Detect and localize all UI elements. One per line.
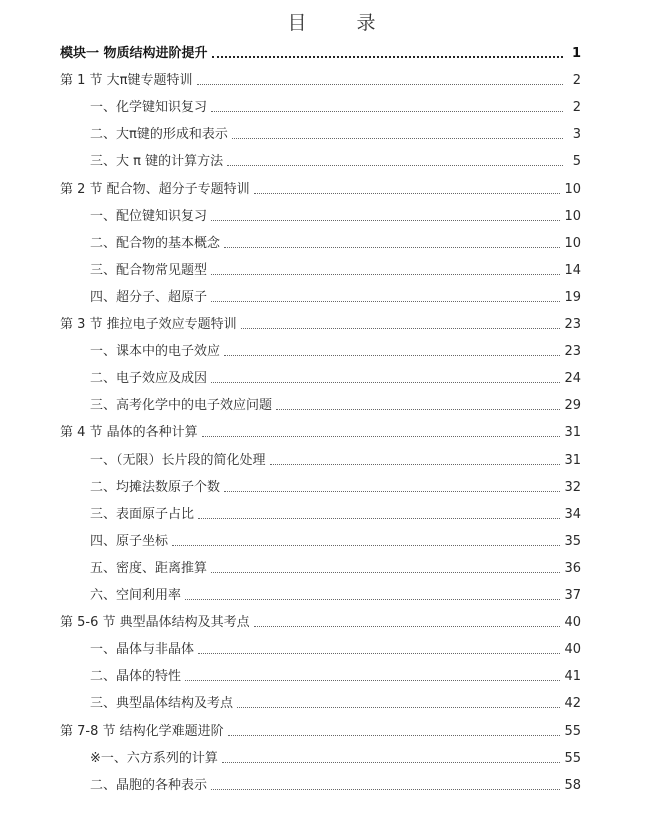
toc-entry-item[interactable] [90,261,581,279]
dot-leader [211,300,560,302]
dot-leader [254,192,561,194]
toc-entry-item[interactable] [90,152,581,170]
toc-entry-page-number: 23 [564,317,581,332]
toc-entry-label: 第 2 节 配合物、超分子专题特训 [60,181,250,197]
toc-entry-page-number: 40 [564,642,581,658]
toc-entry-label: 二、均摊法数原子个数 [90,479,221,495]
toc-entry-item[interactable] [90,667,581,685]
toc-entry-label: 第 4 节 晶体的各种计算 [60,425,198,441]
toc-entry-item[interactable] [90,234,581,252]
toc-entry-label: 一、课本中的电子效应 [90,344,221,360]
toc-entry-label: 第 1 节 大π键专题特训 [60,73,193,89]
toc-entry-page-number: 23 [564,344,581,360]
toc-entry-page-number: 41 [564,669,581,685]
toc-entry-section[interactable] [60,180,581,198]
toc-entry-page-number: 14 [564,262,581,278]
toc-entry-label: 二、大π键的形成和表示 [90,127,228,143]
toc-entry-item[interactable] [90,369,581,387]
toc-entry-section[interactable] [60,71,581,89]
toc-entry-section[interactable] [60,613,581,631]
toc-entry-item[interactable] [90,207,581,225]
toc-entry-label: 四、超分子、超原子 [90,289,208,305]
toc-entry-label: 四、原子坐标 [90,533,169,549]
toc-entry-item[interactable] [90,776,581,794]
toc-entry-page-number: 36 [564,560,581,576]
toc-entry-label: 一、配位键知识复习 [90,208,208,224]
dot-leader [185,598,560,600]
toc-entry-label: 二、电子效应及成因 [90,371,208,387]
toc-entry-label: 三、高考化学中的电子效应问题 [90,398,273,414]
toc-entry-page-number: 40 [564,615,581,631]
dot-leader [198,517,560,519]
toc-entry-item[interactable] [90,396,581,414]
toc-entry-item[interactable] [90,749,581,767]
dot-leader [211,273,560,275]
toc-entry-label: 第 7-8 节 结构化学难题进阶 [60,723,224,739]
toc-entry-item[interactable] [90,559,581,577]
toc-entry-label: 五、密度、距离推算 [90,560,208,576]
page-title: 目 录 [287,12,398,34]
toc-entry-label: 二、晶体的特性 [90,669,182,685]
toc-entry-item[interactable] [90,125,581,143]
toc-entry-item[interactable] [90,451,581,469]
toc-entry-page-number: 10 [564,208,581,224]
dot-leader [228,734,561,736]
toc-entry-label: 一、化学键知识复习 [90,100,208,116]
dot-leader [270,463,561,465]
dot-leader [224,490,560,492]
toc-entry-label: 二、配合物的基本概念 [90,235,221,251]
toc-entry-item[interactable] [90,586,581,604]
toc-entry-page-number: 10 [564,235,581,251]
toc-entry-section[interactable] [60,423,581,441]
toc-entry-page-number: 58 [564,777,581,793]
toc-entry-page-number: 35 [564,533,581,549]
toc-entry-page-number: 19 [564,289,581,305]
toc-entry-page-number: 1 [571,46,581,61]
toc-entry-label: 三、典型晶体结构及考点 [90,696,234,712]
toc-entry-page-number: 55 [564,750,581,766]
dot-leader [211,788,560,790]
dot-leader [211,219,560,221]
toc-entry-page-number: 2 [572,100,581,116]
toc-entry-label: 一、（无限）长片段的简化处理 [90,452,266,468]
toc-entry-page-number: 29 [564,398,581,414]
toc-entry-page-number: 55 [564,723,581,739]
toc-entry-page-number: 31 [564,452,581,468]
dot-leader [241,327,561,329]
dot-leader [237,706,560,708]
dot-leader [224,246,560,248]
toc-entry-page-number: 37 [564,588,581,603]
toc-entry-label: 二、晶胞的各种表示 [90,777,208,793]
dot-leader [224,354,560,356]
toc-entry-item[interactable] [90,98,581,116]
toc-entry-page-number: 34 [564,506,581,522]
dot-leader [276,408,560,410]
toc-entry-section[interactable] [60,315,581,333]
dot-leader [232,137,563,139]
toc-entry-label: 六、空间利用率 [90,588,182,603]
toc-entry-item[interactable] [90,694,581,712]
dot-leader [202,435,561,437]
dot-leader [254,625,561,627]
toc-entry-page-number: 10 [564,181,581,197]
dot-leader [185,679,560,681]
dot-leader [222,761,561,763]
toc-entry-section[interactable] [60,722,581,740]
toc-entry-label: 一、晶体与非晶体 [90,642,195,658]
toc-entry-page-number: 32 [564,479,581,495]
dot-leader [227,164,563,166]
toc-entry-label: 三、大 π 键的计算方法 [90,154,224,170]
toc-entry-page-number: 24 [564,371,581,387]
dot-leader [172,544,560,546]
dot-leader [211,381,560,383]
toc-entry-page-number: 42 [564,696,581,712]
toc-entry-item[interactable] [90,342,581,360]
toc-entry-item[interactable] [90,288,581,306]
dot-leader [198,652,560,654]
toc-entry-item[interactable] [90,478,581,496]
toc-entry-item[interactable] [90,505,581,523]
dot-leader [211,110,563,112]
toc-entry-module[interactable] [60,44,581,62]
toc-entry-page-number: 31 [564,425,581,441]
toc-entry-label: 三、配合物常见题型 [90,262,208,278]
toc-entry-page-number: 5 [572,154,581,170]
toc-entry-label: ※一、六方系列的计算 [90,750,218,766]
toc-entry-label: 第 3 节 推拉电子效应专题特训 [60,317,237,332]
toc-entry-item[interactable] [90,532,581,550]
dot-leader [197,83,564,85]
toc-entry-page-number: 2 [572,73,581,89]
dot-leader [211,571,560,573]
toc-entry-item[interactable] [90,640,581,658]
toc-entry-label: 三、表面原子占比 [90,506,195,522]
toc-entry-label: 模块一 物质结构进阶提升 [60,46,208,61]
toc-entry-label: 第 5-6 节 典型晶体结构及其考点 [60,615,250,631]
toc-entry-page-number: 3 [572,127,581,143]
dot-leader [212,55,563,58]
